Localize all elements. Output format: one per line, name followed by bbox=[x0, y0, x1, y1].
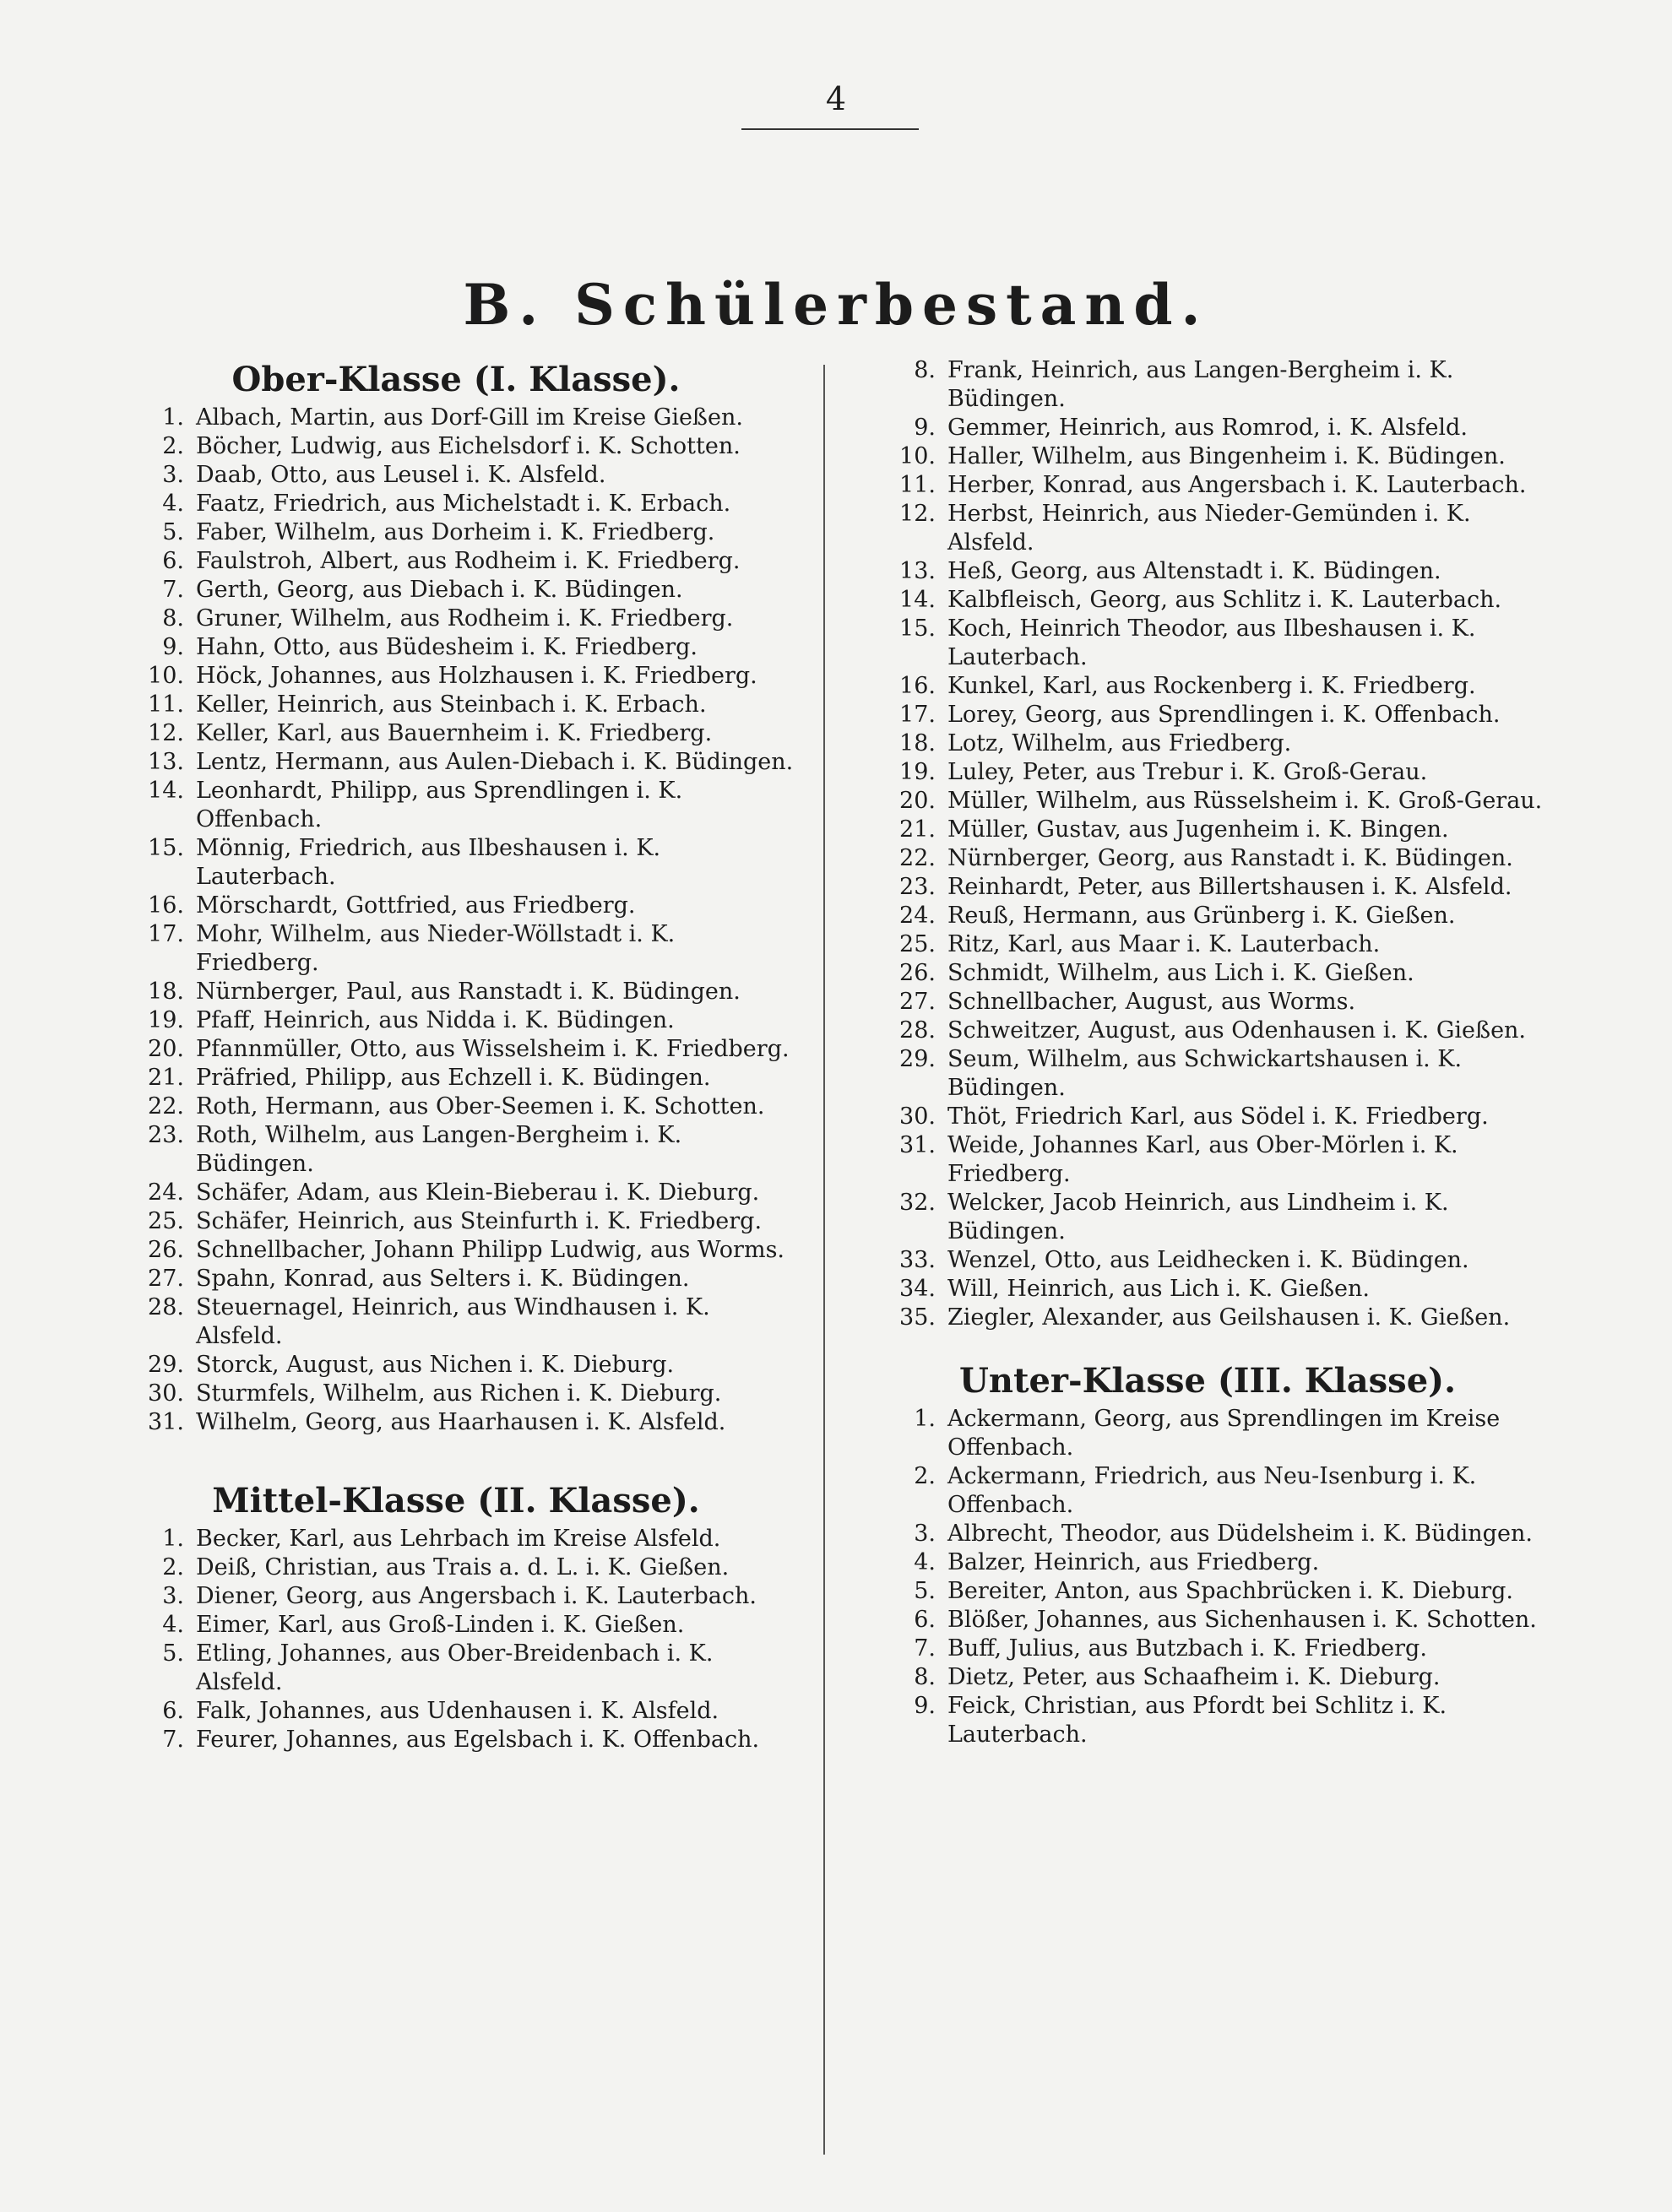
student-number: 26. bbox=[148, 1237, 184, 1263]
student-number: 13. bbox=[148, 749, 184, 775]
student-entry bbox=[870, 557, 1545, 586]
student-number: 10. bbox=[148, 663, 184, 689]
student-text: Gerth, Georg, aus Diebach i. K. Büdingen. bbox=[196, 577, 683, 603]
student-text: Nürnberger, Paul, aus Ranstadt i. K. Büdingen. bbox=[196, 979, 741, 1005]
student-number: 22. bbox=[899, 845, 936, 871]
student-number: 6. bbox=[162, 548, 184, 574]
student-number: 21. bbox=[899, 816, 936, 843]
student-text: Lorey, Georg, aus Sprendlingen i. K. Offenbach. bbox=[947, 702, 1501, 728]
student-text: Schäfer, Heinrich, aus Steinfurth i. K. Friedberg. bbox=[196, 1208, 763, 1234]
student-text: Spahn, Konrad, aus Selters i. K. Büdingen. bbox=[196, 1266, 690, 1292]
student-number: 12. bbox=[148, 720, 184, 746]
student-text: Schnellbacher, August, aus Worms. bbox=[947, 989, 1356, 1015]
column-divider bbox=[823, 365, 825, 2155]
student-text: Roth, Hermann, aus Ober-Seemen i. K. Schotten. bbox=[196, 1093, 765, 1120]
student-entry bbox=[118, 1640, 794, 1697]
student-number: 31. bbox=[899, 1132, 936, 1158]
student-number: 3. bbox=[162, 1583, 184, 1609]
student-entry bbox=[118, 432, 794, 461]
student-entry bbox=[870, 1246, 1545, 1275]
student-entry bbox=[118, 920, 794, 978]
student-entry bbox=[118, 461, 794, 490]
student-number: 23. bbox=[899, 874, 936, 900]
student-text: Müller, Gustav, aus Jugenheim i. K. Bingen. bbox=[947, 816, 1449, 843]
student-entry bbox=[870, 930, 1545, 959]
page-title: B. Schülerbestand. bbox=[463, 272, 1209, 338]
student-number: 21. bbox=[148, 1065, 184, 1091]
student-entry bbox=[118, 404, 794, 432]
student-number: 18. bbox=[899, 730, 936, 756]
student-text: Mönnig, Friedrich, aus Ilbeshausen i. K. Lauterbach. bbox=[196, 835, 661, 890]
student-text: Daab, Otto, aus Leusel i. K. Alsfeld. bbox=[196, 462, 606, 488]
student-entry bbox=[870, 615, 1545, 672]
student-text: Kunkel, Karl, aus Rockenberg i. K. Friedberg. bbox=[947, 673, 1476, 699]
student-text: Thöt, Friedrich Karl, aus Södel i. K. Friedberg. bbox=[947, 1103, 1489, 1130]
student-text: Feick, Christian, aus Pfordt bei Schlitz i. K. Lauterbach. bbox=[947, 1693, 1447, 1748]
student-entry bbox=[870, 988, 1545, 1017]
student-number: 20. bbox=[899, 788, 936, 814]
student-text: Faatz, Friedrich, aus Michelstadt i. K. Erbach. bbox=[196, 491, 731, 517]
student-entry bbox=[870, 586, 1545, 615]
student-entry bbox=[870, 1103, 1545, 1131]
student-text: Keller, Heinrich, aus Steinbach i. K. Erbach. bbox=[196, 691, 707, 718]
student-number: 5. bbox=[162, 519, 184, 545]
student-text: Höck, Johannes, aus Holzhausen i. K. Friedberg. bbox=[196, 663, 757, 689]
student-text: Feurer, Johannes, aus Egelsbach i. K. Offenbach. bbox=[196, 1727, 760, 1753]
student-number: 4. bbox=[162, 1612, 184, 1638]
student-entry bbox=[870, 1692, 1545, 1749]
left-column bbox=[118, 356, 794, 1754]
student-number: 31. bbox=[148, 1409, 184, 1435]
student-entry bbox=[870, 1405, 1545, 1462]
student-entry bbox=[870, 672, 1545, 701]
student-number: 15. bbox=[899, 615, 936, 642]
student-number: 2. bbox=[162, 433, 184, 459]
student-text: Keller, Karl, aus Bauernheim i. K. Friedberg. bbox=[196, 720, 713, 746]
student-entry bbox=[118, 1697, 794, 1726]
student-number: 9. bbox=[914, 415, 936, 441]
student-text: Ackermann, Georg, aus Sprendlingen im Kreise Offenbach. bbox=[947, 1406, 1501, 1461]
student-text: Wilhelm, Georg, aus Haarhausen i. K. Alsfeld. bbox=[196, 1409, 726, 1435]
student-number: 18. bbox=[148, 979, 184, 1005]
student-entry bbox=[118, 892, 794, 920]
student-entry bbox=[870, 844, 1545, 873]
student-text: Buff, Julius, aus Butzbach i. K. Friedberg. bbox=[947, 1635, 1427, 1662]
student-text: Welcker, Jacob Heinrich, aus Lindheim i. K. Büdingen. bbox=[947, 1190, 1449, 1244]
student-number: 2. bbox=[162, 1554, 184, 1580]
student-number: 7. bbox=[162, 577, 184, 603]
student-entry bbox=[118, 1035, 794, 1064]
student-entry bbox=[118, 1380, 794, 1408]
student-entry bbox=[118, 1121, 794, 1179]
student-text: Weide, Johannes Karl, aus Ober-Mörlen i. K. Friedberg. bbox=[947, 1132, 1458, 1187]
student-entry bbox=[870, 1275, 1545, 1304]
ober-klasse-heading: Ober-Klasse (I. Klasse). bbox=[231, 360, 681, 399]
student-entry bbox=[118, 605, 794, 633]
student-text: Hahn, Otto, aus Büdesheim i. K. Friedberg. bbox=[196, 634, 698, 660]
student-number: 32. bbox=[899, 1190, 936, 1216]
student-text: Kalbfleisch, Georg, aus Schlitz i. K. Lauterbach. bbox=[947, 587, 1502, 613]
student-number: 27. bbox=[148, 1266, 184, 1292]
student-number: 30. bbox=[899, 1103, 936, 1130]
student-entry bbox=[870, 1017, 1545, 1045]
student-text: Präfried, Philipp, aus Echzell i. K. Büdingen. bbox=[196, 1065, 711, 1091]
student-text: Schnellbacher, Johann Philipp Ludwig, aus Worms. bbox=[196, 1237, 785, 1263]
student-number: 30. bbox=[148, 1380, 184, 1407]
student-entry bbox=[118, 777, 794, 834]
student-entry bbox=[118, 490, 794, 518]
student-entry bbox=[870, 471, 1545, 500]
student-number: 23. bbox=[148, 1122, 184, 1148]
student-entry bbox=[870, 1304, 1545, 1332]
student-text: Will, Heinrich, aus Lich i. K. Gießen. bbox=[947, 1276, 1371, 1302]
student-entry bbox=[118, 1265, 794, 1293]
student-number: 22. bbox=[148, 1093, 184, 1120]
ober-klasse-list bbox=[118, 404, 794, 1437]
student-number: 4. bbox=[914, 1549, 936, 1575]
unter-klasse-heading: Unter-Klasse (III. Klasse). bbox=[959, 1361, 1456, 1401]
student-number: 26. bbox=[899, 960, 936, 986]
student-number: 24. bbox=[148, 1179, 184, 1206]
student-number: 13. bbox=[899, 558, 936, 584]
student-text: Faber, Wilhelm, aus Dorheim i. K. Friedberg. bbox=[196, 519, 715, 545]
right-column bbox=[870, 356, 1545, 1749]
student-entry bbox=[118, 518, 794, 547]
student-entry bbox=[870, 729, 1545, 758]
mittel-klasse-list-left bbox=[118, 1525, 794, 1754]
student-number: 8. bbox=[162, 605, 184, 632]
student-entry bbox=[118, 1236, 794, 1265]
mittel-klasse-list-right bbox=[870, 356, 1545, 1332]
student-text: Gruner, Wilhelm, aus Rodheim i. K. Friedberg. bbox=[196, 605, 734, 632]
student-entry bbox=[870, 356, 1545, 414]
student-number: 10. bbox=[899, 443, 936, 469]
student-number: 11. bbox=[148, 691, 184, 718]
student-entry bbox=[118, 1006, 794, 1035]
student-number: 1. bbox=[162, 404, 184, 431]
student-entry bbox=[870, 701, 1545, 729]
student-number: 3. bbox=[162, 462, 184, 488]
student-number: 16. bbox=[899, 673, 936, 699]
student-entry bbox=[870, 816, 1545, 844]
student-number: 7. bbox=[914, 1635, 936, 1662]
student-number: 6. bbox=[162, 1698, 184, 1724]
student-entry bbox=[118, 1726, 794, 1754]
page-number: 4 bbox=[825, 80, 847, 117]
unter-klasse-list bbox=[870, 1405, 1545, 1749]
student-text: Mörschardt, Gottfried, aus Friedberg. bbox=[196, 892, 636, 919]
student-text: Albrecht, Theodor, aus Düdelsheim i. K. Büdingen. bbox=[947, 1521, 1533, 1547]
student-text: Ackermann, Friedrich, aus Neu-Isenburg i. K. Offenbach. bbox=[947, 1463, 1477, 1518]
student-number: 8. bbox=[914, 357, 936, 383]
student-entry bbox=[870, 414, 1545, 442]
student-text: Frank, Heinrich, aus Langen-Bergheim i. K. Büdingen. bbox=[947, 357, 1454, 412]
student-text: Heß, Georg, aus Altenstadt i. K. Büdingen. bbox=[947, 558, 1441, 584]
student-entry bbox=[118, 1553, 794, 1582]
student-entry bbox=[870, 442, 1545, 471]
student-number: 35. bbox=[899, 1304, 936, 1331]
student-text: Balzer, Heinrich, aus Friedberg. bbox=[947, 1549, 1320, 1575]
student-entry bbox=[870, 873, 1545, 902]
student-text: Eimer, Karl, aus Groß-Linden i. K. Gießen. bbox=[196, 1612, 685, 1638]
student-number: 34. bbox=[899, 1276, 936, 1302]
student-text: Albach, Martin, aus Dorf-Gill im Kreise Gießen. bbox=[196, 404, 743, 431]
student-number: 12. bbox=[899, 501, 936, 527]
student-text: Deiß, Christian, aus Trais a. d. L. i. K. Gießen. bbox=[196, 1554, 730, 1580]
student-text: Lentz, Hermann, aus Aulen-Diebach i. K. Büdingen. bbox=[196, 749, 794, 775]
student-text: Diener, Georg, aus Angersbach i. K. Lauterbach. bbox=[196, 1583, 757, 1609]
student-number: 14. bbox=[148, 778, 184, 804]
student-number: 4. bbox=[162, 491, 184, 517]
student-entry bbox=[870, 1520, 1545, 1548]
student-entry bbox=[870, 1189, 1545, 1246]
mittel-klasse-heading: Mittel-Klasse (II. Klasse). bbox=[212, 1481, 700, 1521]
student-number: 8. bbox=[914, 1664, 936, 1690]
student-number: 19. bbox=[148, 1007, 184, 1033]
student-entry bbox=[870, 787, 1545, 816]
student-text: Becker, Karl, aus Lehrbach im Kreise Alsfeld. bbox=[196, 1526, 721, 1552]
student-text: Dietz, Peter, aus Schaafheim i. K. Dieburg. bbox=[947, 1664, 1441, 1690]
student-text: Roth, Wilhelm, aus Langen-Bergheim i. K. Büdingen. bbox=[196, 1122, 682, 1177]
student-entry bbox=[870, 1635, 1545, 1663]
student-text: Reuß, Hermann, aus Grünberg i. K. Gießen. bbox=[947, 903, 1456, 929]
student-entry bbox=[118, 1351, 794, 1380]
student-entry bbox=[870, 902, 1545, 930]
student-entry bbox=[870, 1548, 1545, 1577]
student-text: Lotz, Wilhelm, aus Friedberg. bbox=[947, 730, 1292, 756]
student-text: Nürnberger, Georg, aus Ranstadt i. K. Büdingen. bbox=[947, 845, 1513, 871]
student-number: 27. bbox=[899, 989, 936, 1015]
student-number: 7. bbox=[162, 1727, 184, 1753]
student-text: Storck, August, aus Nichen i. K. Dieburg. bbox=[196, 1352, 675, 1378]
student-text: Schmidt, Wilhelm, aus Lich i. K. Gießen. bbox=[947, 960, 1414, 986]
header-rule bbox=[741, 128, 919, 130]
student-entry bbox=[118, 978, 794, 1006]
student-entry bbox=[118, 1525, 794, 1553]
student-number: 20. bbox=[148, 1036, 184, 1062]
student-entry bbox=[118, 1293, 794, 1351]
student-entry bbox=[870, 1663, 1545, 1692]
student-number: 2. bbox=[914, 1463, 936, 1489]
student-text: Herbst, Heinrich, aus Nieder-Gemünden i. K. Alsfeld. bbox=[947, 501, 1471, 556]
student-text: Wenzel, Otto, aus Leidhecken i. K. Büdingen. bbox=[947, 1247, 1469, 1273]
student-text: Pfaff, Heinrich, aus Nidda i. K. Büdingen. bbox=[196, 1007, 675, 1033]
student-number: 5. bbox=[162, 1640, 184, 1667]
student-number: 29. bbox=[148, 1352, 184, 1378]
student-entry bbox=[118, 1064, 794, 1092]
student-entry bbox=[870, 1131, 1545, 1189]
student-text: Herber, Konrad, aus Angersbach i. K. Lauterbach. bbox=[947, 472, 1527, 498]
student-entry bbox=[118, 576, 794, 605]
student-text: Müller, Wilhelm, aus Rüsselsheim i. K. Groß-Gerau. bbox=[947, 788, 1543, 814]
student-number: 1. bbox=[914, 1406, 936, 1432]
student-entry bbox=[118, 547, 794, 576]
student-entry bbox=[118, 1408, 794, 1437]
student-text: Bereiter, Anton, aus Spachbrücken i. K. Dieburg. bbox=[947, 1578, 1513, 1604]
student-entry bbox=[118, 719, 794, 748]
student-number: 15. bbox=[148, 835, 184, 861]
student-entry bbox=[118, 633, 794, 662]
student-text: Schweitzer, August, aus Odenhausen i. K. Gießen. bbox=[947, 1017, 1527, 1044]
student-number: 19. bbox=[899, 759, 936, 785]
student-text: Sturmfels, Wilhelm, aus Richen i. K. Dieburg. bbox=[196, 1380, 722, 1407]
student-entry bbox=[870, 500, 1545, 557]
student-text: Leonhardt, Philipp, aus Sprendlingen i. K. Offenbach. bbox=[196, 778, 683, 832]
student-number: 29. bbox=[899, 1046, 936, 1072]
student-number: 25. bbox=[148, 1208, 184, 1234]
student-entry bbox=[118, 662, 794, 691]
student-entry bbox=[118, 1582, 794, 1611]
student-number: 9. bbox=[914, 1693, 936, 1719]
student-text: Koch, Heinrich Theodor, aus Ilbeshausen i. K. Lauterbach. bbox=[947, 615, 1476, 670]
student-text: Ritz, Karl, aus Maar i. K. Lauterbach. bbox=[947, 931, 1381, 957]
student-text: Seum, Wilhelm, aus Schwickartshausen i. K. Büdingen. bbox=[947, 1046, 1463, 1101]
student-number: 6. bbox=[914, 1607, 936, 1633]
student-entry bbox=[870, 1577, 1545, 1606]
student-number: 25. bbox=[899, 931, 936, 957]
student-text: Haller, Wilhelm, aus Bingenheim i. K. Büdingen. bbox=[947, 443, 1506, 469]
student-number: 17. bbox=[148, 921, 184, 947]
student-entry bbox=[870, 959, 1545, 988]
student-entry bbox=[870, 1045, 1545, 1103]
student-text: Steuernagel, Heinrich, aus Windhausen i. K. Alsfeld. bbox=[196, 1294, 710, 1349]
student-entry bbox=[870, 1462, 1545, 1520]
student-entry bbox=[118, 1611, 794, 1640]
student-text: Reinhardt, Peter, aus Billertshausen i. K. Alsfeld. bbox=[947, 874, 1512, 900]
student-text: Pfannmüller, Otto, aus Wisselsheim i. K. Friedberg. bbox=[196, 1036, 790, 1062]
student-text: Luley, Peter, aus Trebur i. K. Groß-Gerau. bbox=[947, 759, 1428, 785]
student-text: Falk, Johannes, aus Udenhausen i. K. Alsfeld. bbox=[196, 1698, 719, 1724]
student-text: Böcher, Ludwig, aus Eichelsdorf i. K. Schotten. bbox=[196, 433, 741, 459]
student-text: Faulstroh, Albert, aus Rodheim i. K. Friedberg. bbox=[196, 548, 741, 574]
student-number: 28. bbox=[899, 1017, 936, 1044]
student-text: Ziegler, Alexander, aus Geilshausen i. K. Gießen. bbox=[947, 1304, 1511, 1331]
student-number: 24. bbox=[899, 903, 936, 929]
student-entry bbox=[118, 834, 794, 892]
student-entry bbox=[118, 1207, 794, 1236]
student-number: 5. bbox=[914, 1578, 936, 1604]
student-number: 1. bbox=[162, 1526, 184, 1552]
student-number: 28. bbox=[148, 1294, 184, 1320]
student-number: 14. bbox=[899, 587, 936, 613]
student-entry bbox=[870, 758, 1545, 787]
student-text: Blößer, Johannes, aus Sichenhausen i. K. Schotten. bbox=[947, 1607, 1537, 1633]
student-entry bbox=[118, 1179, 794, 1207]
student-number: 9. bbox=[162, 634, 184, 660]
student-number: 3. bbox=[914, 1521, 936, 1547]
student-text: Schäfer, Adam, aus Klein-Bieberau i. K. Dieburg. bbox=[196, 1179, 760, 1206]
student-entry bbox=[118, 691, 794, 719]
student-entry bbox=[118, 1092, 794, 1121]
student-number: 17. bbox=[899, 702, 936, 728]
student-number: 33. bbox=[899, 1247, 936, 1273]
student-number: 16. bbox=[148, 892, 184, 919]
student-text: Etling, Johannes, aus Ober-Breidenbach i. K. Alsfeld. bbox=[196, 1640, 714, 1695]
student-text: Gemmer, Heinrich, aus Romrod, i. K. Alsfeld. bbox=[947, 415, 1468, 441]
student-number: 11. bbox=[899, 472, 936, 498]
student-text: Mohr, Wilhelm, aus Nieder-Wöllstadt i. K. Friedberg. bbox=[196, 921, 676, 976]
student-entry bbox=[870, 1606, 1545, 1635]
student-entry bbox=[118, 748, 794, 777]
